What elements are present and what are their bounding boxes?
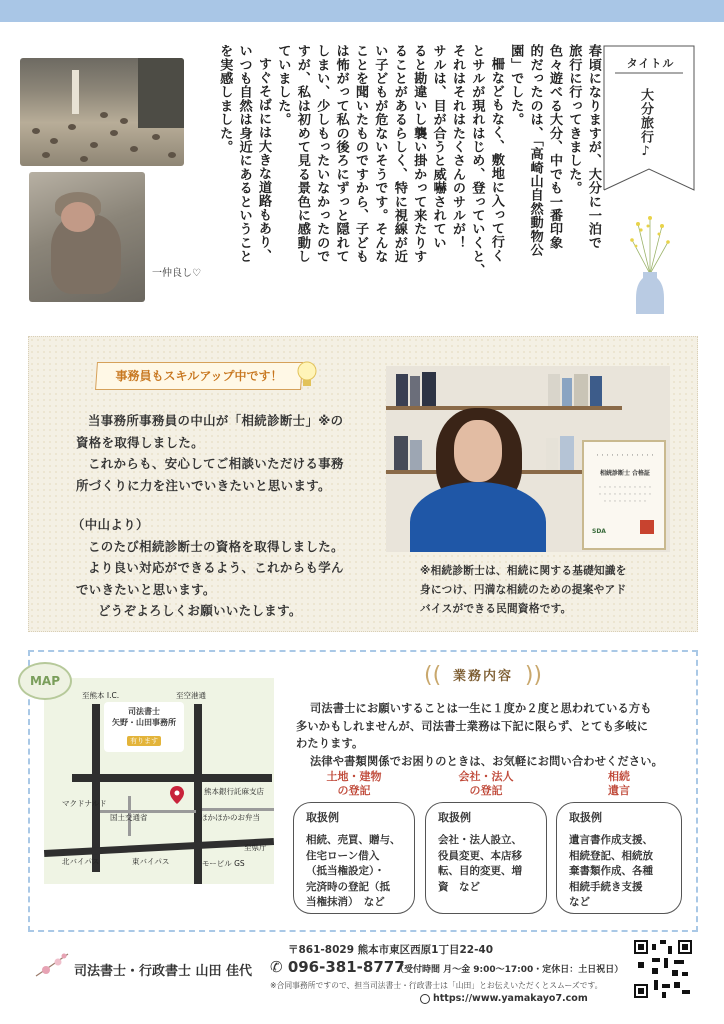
text-line: これからも、安心してご相談いただける事務: [88, 456, 344, 471]
essay-column: 色々遊べる大分、中でも一番印象: [546, 44, 562, 250]
essay-column: しまい、少しもったいなかったので: [314, 44, 330, 264]
essay-column: 春頃になりますが、大分に一泊で: [585, 44, 601, 250]
map-label-higashi-bypass: 東バイパス: [132, 857, 170, 866]
essay-column: ると勘違いし襲い掛かって来たりす: [411, 44, 427, 264]
map-label-kita-bypass: 北バイパス: [62, 857, 100, 866]
category-heading: 取扱例: [569, 811, 602, 824]
map-badge: MAP: [18, 662, 72, 700]
map-label-kenchou: 至県庁: [244, 843, 267, 852]
map-label-bento: ほかほかのお弁当: [200, 813, 260, 822]
text-line: 当事務所事務員の中山が「相続診断士」※の: [88, 413, 344, 428]
category-title: [425, 770, 547, 798]
category-title-line: の登記: [469, 784, 503, 797]
intro-line: 司法書士にお願いすることは一生に１度か２度と思われている方も: [310, 702, 652, 715]
intro-line: 法律や書類関係でお困りのときは、お気軽にお問い合わせください。: [310, 754, 664, 768]
category-title-line: 遺言: [608, 784, 630, 797]
essay-column: サルは、目が合うと威嚇されてい: [430, 44, 446, 250]
photo-caption: 一仲良し♡: [152, 268, 201, 279]
business-intro: [296, 700, 692, 770]
text-line: （中山より）: [72, 517, 149, 532]
essay-column: を実感しました。: [217, 44, 233, 154]
essay-column: ることがあるらしく、特に視線が近: [391, 44, 407, 264]
category-card: [556, 802, 682, 914]
qr-code[interactable]: [634, 940, 692, 998]
parking-badge: 有ります: [127, 736, 161, 746]
monkey-closeup-photo: [29, 172, 145, 302]
essay-column: それはそれはたくさんのサルが！: [449, 44, 465, 250]
text-line: でいきたいと思います。: [76, 581, 216, 597]
flower-vase-illustration: [628, 214, 672, 314]
skill-up-banner-text: 事務員もスキルアップ中です！: [115, 369, 283, 383]
certificate-title: 相続診断士 合格証: [599, 470, 651, 477]
globe-icon: [420, 994, 430, 1004]
map-label-mlit: 国土交通省: [110, 813, 148, 822]
footer-office-name: 司法書士・行政書士 山田 佳代: [74, 964, 253, 979]
footer-hours: （受付時間 月～金 9:00～17:00・定休日：土日祝日）: [395, 965, 624, 975]
essay-column: い子どもが危ないそうです。そんな: [372, 44, 388, 264]
category-body: 相続、売買、贈与、 住宅ローン借入 （抵当権設定）・ 完済時の登記（抵 当権抹消） など: [306, 834, 401, 908]
note-line: 身につけ、円満な相続のための提案やアド: [420, 584, 627, 596]
essay-column: 園」でした。: [508, 44, 524, 127]
category-card: [425, 802, 547, 914]
office-map-label: 司法書士 矢野・山田事務所 有ります: [104, 702, 184, 752]
footer-address: 〒861-8029 熊本市東区西原1丁目22-40: [288, 944, 494, 956]
phone-icon: ✆: [270, 958, 283, 976]
category-body: 会社・法人設立、 役員変更、本店移 転、目的変更、増 資 など: [438, 834, 522, 893]
category-title-line: の登記: [337, 784, 371, 797]
note-line: ※相続診断士は、相続に関する基礎知識を: [420, 565, 627, 577]
certificate-logo: SDA: [592, 528, 606, 535]
text-line: より良い対応ができるよう、これからも学ん: [88, 560, 344, 575]
monkey-park-photo: [20, 58, 184, 166]
map-label-bank: 熊本銀行託麻支店: [204, 787, 264, 796]
certification-note: [420, 562, 690, 619]
text-line: 所づくりに力を注いでいきたいと思います。: [76, 477, 331, 493]
text-line: どうぞよろしくお願いいたします。: [98, 603, 302, 618]
intro-line: わたります。: [296, 737, 364, 750]
essay-column: ことを聞いたものですから、子ども: [352, 44, 368, 264]
skill-up-banner: [92, 358, 312, 398]
category-title: [293, 770, 415, 798]
category-title-line: 土地・建物: [326, 770, 382, 783]
essay-column: すが、私は初めて見る景色に感動し: [294, 44, 310, 264]
essay-column: 柵などもなく、敷地に入って行く: [488, 57, 504, 263]
map-label-airport: 至空港通: [176, 691, 206, 700]
footer-website-link[interactable]: https://www.yamakayo7.com: [433, 993, 588, 1004]
staff-portrait-photo: [386, 366, 670, 552]
category-title: [556, 770, 682, 798]
intro-line: 多いかもしれませんが、司法書士業務は下記に限らず、とても多岐に: [296, 719, 649, 733]
essay-column: とサルが現れはじめ、登っていくと、: [469, 44, 485, 277]
certificate: ・・・・・・・・・・・・ 相続診断士 合格証 ・・・・・・・・・・・ ・・・・・・・・・・・ ・・・・・・・・・ SDA: [582, 440, 666, 550]
category-title-line: 相続: [608, 770, 630, 783]
essay-column: は怖がって私の後ろにずっと隠れて: [333, 44, 349, 264]
essay-column: すぐそばには大きな道路もあり、: [255, 57, 271, 263]
business-title: (( 業務内容 )): [424, 663, 542, 688]
top-color-band: [0, 0, 724, 22]
text-line: このたび相続診断士の資格を取得しました。: [88, 538, 344, 554]
category-body: 遺言書作成支援、 相続登記、相続放 棄書類作成、各種 相続手続き支援 など: [569, 834, 653, 908]
text-line: 資格を取得しました。: [76, 434, 204, 450]
map-label-mobil: モービル GS: [202, 859, 245, 868]
category-heading: 取扱例: [306, 811, 339, 824]
footer-phone[interactable]: [270, 958, 405, 976]
category-heading: 取扱例: [438, 811, 471, 824]
title-tag: [604, 46, 694, 188]
category-title-line: 会社・法人: [458, 770, 514, 783]
footer-note: ※合同事務所ですので、担当司法書士・行政書士は「山田」とお伝えいただくとスムーズです。: [270, 981, 603, 990]
footer-phone-number: 096-381-8777: [287, 958, 405, 976]
lightbulb-icon: [296, 360, 318, 390]
essay-column: 旅行に行ってきました。: [566, 44, 582, 195]
note-line: バイスができる民間資格です。: [420, 603, 572, 615]
essay-column: ていました。: [275, 44, 291, 127]
map-label-mcdonalds: マクドナルド: [62, 799, 107, 808]
plum-blossom-logo: [34, 950, 70, 980]
title-tag-label: タイトル: [626, 57, 675, 70]
essay-column: いつも自然は身近にあるということ: [236, 44, 252, 264]
category-card: [293, 802, 415, 914]
essay-title: 大分旅行♪: [638, 88, 653, 160]
location-pin-icon: [170, 786, 184, 804]
essay-column: 的だったのは、「高崎山自然動物公: [527, 44, 543, 257]
map-label-kumamoto-ic: 至熊本 I.C.: [82, 691, 120, 700]
